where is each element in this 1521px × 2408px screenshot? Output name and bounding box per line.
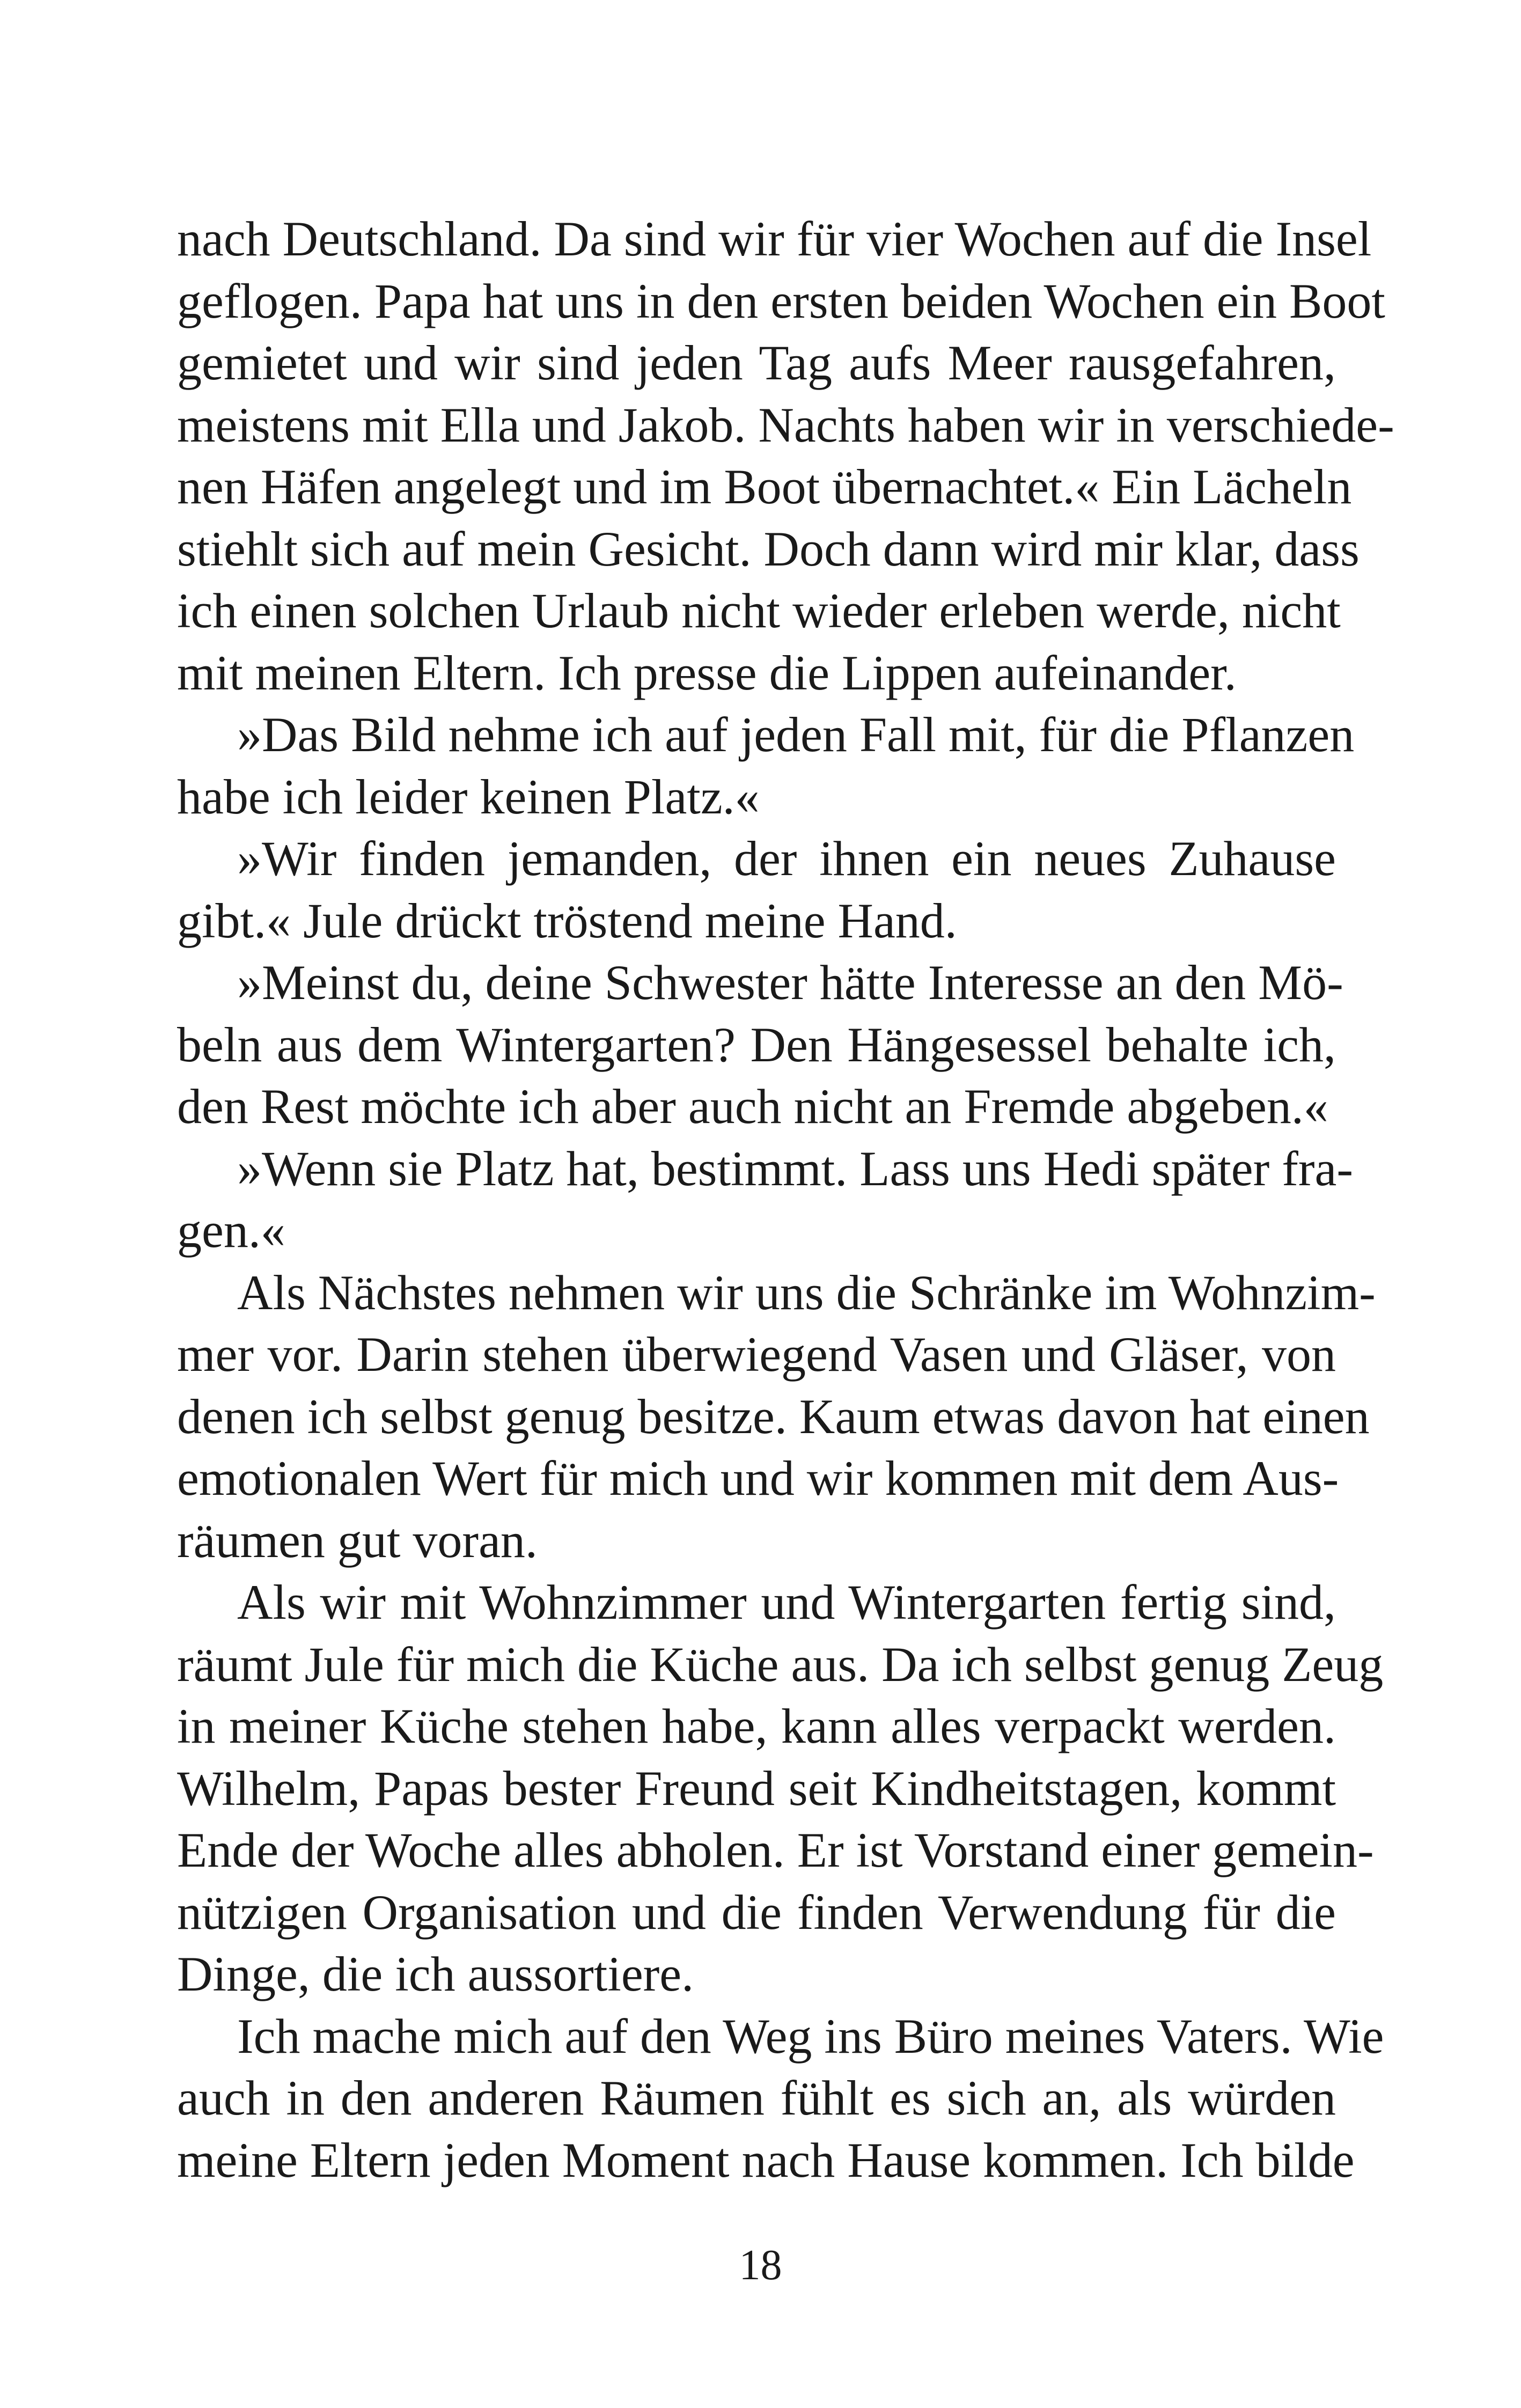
text-line: ich einen solchen Urlaub nicht wieder erleben werde, nicht [177, 583, 1341, 638]
text-line: beln aus dem Wintergarten? Den Hängesessel behalte ich, [177, 1017, 1336, 1072]
paragraph [177, 2006, 1384, 2192]
paragraph [177, 208, 1394, 704]
text-line: nach Deutschland. Da sind wir für vier Wochen auf die Insel [177, 211, 1372, 266]
text-line: nützigen Organisation und die finden Verwendung für die [177, 1884, 1336, 1940]
text-line: in meiner Küche stehen habe, kann alles verpackt werden. [177, 1699, 1336, 1753]
text-line: räumt Jule für mich die Küche aus. Da ich selbst genug Zeug [177, 1636, 1384, 1692]
page-number: 18 [739, 2242, 782, 2289]
paragraph [177, 1262, 1376, 1572]
text-line: »Das Bild nehme ich auf jeden Fall mit, für die Pflanzen [237, 707, 1355, 762]
text-line: gibt.« Jule drückt tröstend meine Hand. [177, 893, 957, 948]
text-line: gen.« [177, 1203, 285, 1258]
paragraph [177, 1138, 1353, 1262]
text-line: stiehlt sich auf mein Gesicht. Doch dann wird mir klar, dass [177, 521, 1360, 576]
text-line: meistens mit Ella und Jakob. Nachts haben wir in verschiede- [177, 397, 1394, 452]
text-line: Wilhelm, Papas bester Freund seit Kindheitstagen, kommt [177, 1760, 1336, 1816]
text-line: Als Nächstes nehmen wir uns die Schränke im Wohnzim- [237, 1265, 1376, 1320]
text-line: »Wenn sie Platz hat, bestimmt. Lass uns Hedi später fra- [237, 1141, 1353, 1196]
text-line: nen Häfen angelegt und im Boot übernachtet.« Ein Lächeln [177, 459, 1352, 514]
paragraph [177, 828, 1336, 952]
text-line: meine Eltern jeden Moment nach Hause kommen. Ich bilde [177, 2132, 1355, 2187]
text-line: geflogen. Papa hat uns in den ersten beiden Wochen ein Boot [177, 273, 1385, 328]
text-line: räumen gut voran. [177, 1513, 538, 1568]
text-line: Als wir mit Wohnzimmer und Wintergarten fertig sind, [237, 1575, 1336, 1629]
text-line: Ende der Woche alles abholen. Er ist Vorstand einer gemein- [177, 1823, 1374, 1877]
text-line: mit meinen Eltern. Ich presse die Lippen aufeinander. [177, 645, 1237, 700]
paragraph [177, 952, 1343, 1138]
text-line: habe ich leider keinen Platz.« [177, 769, 760, 824]
body-text [177, 208, 1394, 2191]
text-line: emotionalen Wert für mich und wir kommen mit dem Aus- [177, 1451, 1339, 1506]
text-line: auch in den anderen Räumen fühlt es sich an, als würden [177, 2071, 1336, 2125]
paragraph [177, 704, 1355, 828]
text-line: denen ich selbst genug besitze. Kaum etwas davon hat einen [177, 1389, 1370, 1444]
text-line: gemietet und wir sind jeden Tag aufs Meer rausgefahren, [177, 335, 1336, 390]
text-line: mer vor. Darin stehen überwiegend Vasen und Gläser, von [177, 1327, 1336, 1382]
text-line: Ich mache mich auf den Weg ins Büro meines Vaters. Wie [237, 2008, 1384, 2064]
text-line: den Rest möchte ich aber auch nicht an Fremde abgeben.« [177, 1079, 1328, 1134]
text-line: »Meinst du, deine Schwester hätte Interesse an den Mö- [237, 955, 1343, 1010]
text-line: »Wir finden jemanden, der ihnen ein neues Zuhause [237, 831, 1336, 886]
paragraph [177, 1572, 1384, 2006]
text-line: Dinge, die ich aussortiere. [177, 1947, 694, 2001]
